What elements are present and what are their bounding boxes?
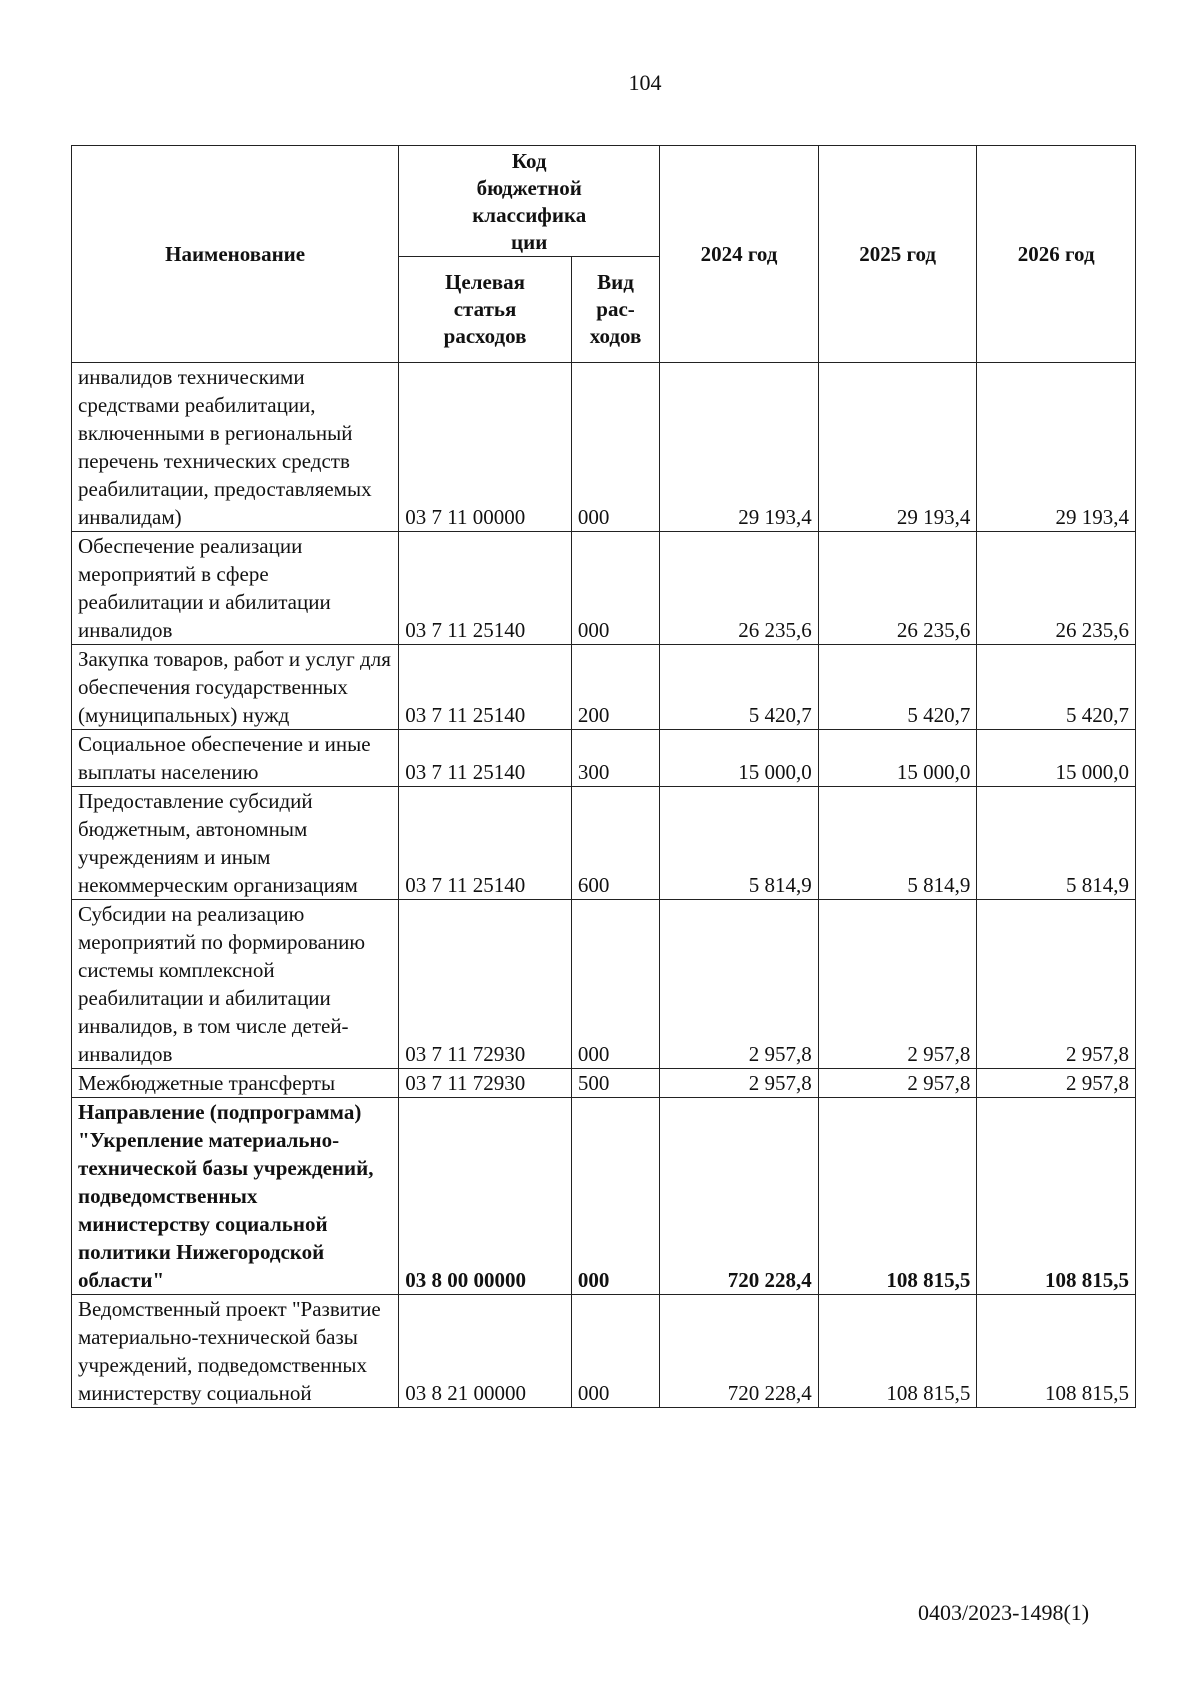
row-value-2024: 5 814,9 [660, 787, 819, 900]
header-name: Наименование [72, 146, 399, 363]
row-expense-kind: 000 [571, 900, 659, 1069]
row-value-2026: 26 235,6 [977, 532, 1136, 645]
table-row [72, 787, 1136, 900]
row-value-2025: 15 000,0 [818, 730, 977, 787]
header-2024: 2024 год [660, 146, 819, 363]
table-row [72, 363, 1136, 532]
row-value-2024: 2 957,8 [660, 900, 819, 1069]
row-value-2026: 2 957,8 [977, 1069, 1136, 1098]
row-name: Ведомственный проект "Развитие материально-технической базы учреждений, подведомственных министерству социальной [72, 1295, 399, 1408]
table-row [72, 730, 1136, 787]
row-target-article: 03 8 21 00000 [399, 1295, 572, 1408]
row-name: Обеспечение реализации мероприятий в сфере реабилитации и абилитации инвалидов [72, 532, 399, 645]
row-value-2026: 2 957,8 [977, 900, 1136, 1069]
table-body [72, 363, 1136, 1408]
header-code-group: Код бюджетной классификации [399, 146, 660, 257]
row-value-2025: 29 193,4 [818, 363, 977, 532]
row-value-2024: 2 957,8 [660, 1069, 819, 1098]
table-row [72, 1295, 1136, 1408]
header-2026: 2026 год [977, 146, 1136, 363]
row-target-article: 03 7 11 25140 [399, 787, 572, 900]
row-value-2025: 2 957,8 [818, 1069, 977, 1098]
budget-table [71, 145, 1136, 1408]
page-number: 104 [628, 70, 662, 95]
row-value-2026: 15 000,0 [977, 730, 1136, 787]
row-expense-kind: 300 [571, 730, 659, 787]
row-name: инвалидов техническими средствами реабилитации, включенными в региональный перечень технических средств реабилитации, предоставляемых инвалидам) [72, 363, 399, 532]
row-value-2024: 720 228,4 [660, 1098, 819, 1295]
row-target-article: 03 7 11 25140 [399, 645, 572, 730]
row-expense-kind: 000 [571, 532, 659, 645]
document-code: 0403/2023-1498(1) [918, 1600, 1090, 1625]
table-row [72, 645, 1136, 730]
table-row [72, 532, 1136, 645]
row-name: Социальное обеспечение и иные выплаты населению [72, 730, 399, 787]
row-name: Направление (подпрограмма) "Укрепление материально-технической базы учреждений, подведомственных министерству социальной политики Нижегородской области" [72, 1098, 399, 1295]
row-target-article: 03 7 11 25140 [399, 532, 572, 645]
row-name: Субсидии на реализацию мероприятий по формированию системы комплексной реабилитации и абилитации инвалидов, в том числе детей-инвалидов [72, 900, 399, 1069]
header-expense-kind: Вид рас- ходов [571, 257, 659, 363]
row-value-2026: 108 815,5 [977, 1295, 1136, 1408]
row-name: Предоставление субсидий бюджетным, автономным учреждениям и иным некоммерческим организациям [72, 787, 399, 900]
row-expense-kind: 200 [571, 645, 659, 730]
row-name: Закупка товаров, работ и услуг для обеспечения государственных (муниципальных) нужд [72, 645, 399, 730]
row-value-2024: 720 228,4 [660, 1295, 819, 1408]
row-target-article: 03 7 11 72930 [399, 1069, 572, 1098]
header-target-article: Целевая статья расходов [399, 257, 572, 363]
row-value-2024: 29 193,4 [660, 363, 819, 532]
row-target-article: 03 7 11 25140 [399, 730, 572, 787]
table-row [72, 1098, 1136, 1295]
row-target-article: 03 7 11 72930 [399, 900, 572, 1069]
row-value-2024: 26 235,6 [660, 532, 819, 645]
row-name: Межбюджетные трансферты [72, 1069, 399, 1098]
row-value-2025: 2 957,8 [818, 900, 977, 1069]
row-target-article: 03 8 00 00000 [399, 1098, 572, 1295]
table-row [72, 1069, 1136, 1098]
row-expense-kind: 500 [571, 1069, 659, 1098]
table-row [72, 900, 1136, 1069]
row-expense-kind: 000 [571, 1098, 659, 1295]
row-value-2026: 108 815,5 [977, 1098, 1136, 1295]
row-expense-kind: 000 [571, 1295, 659, 1408]
row-target-article: 03 7 11 00000 [399, 363, 572, 532]
row-value-2024: 5 420,7 [660, 645, 819, 730]
row-value-2025: 5 420,7 [818, 645, 977, 730]
row-value-2025: 5 814,9 [818, 787, 977, 900]
row-value-2026: 29 193,4 [977, 363, 1136, 532]
row-expense-kind: 000 [571, 363, 659, 532]
row-value-2024: 15 000,0 [660, 730, 819, 787]
row-value-2026: 5 420,7 [977, 645, 1136, 730]
row-value-2025: 108 815,5 [818, 1098, 977, 1295]
row-value-2025: 26 235,6 [818, 532, 977, 645]
row-value-2025: 108 815,5 [818, 1295, 977, 1408]
header-2025: 2025 год [818, 146, 977, 363]
row-expense-kind: 600 [571, 787, 659, 900]
row-value-2026: 5 814,9 [977, 787, 1136, 900]
